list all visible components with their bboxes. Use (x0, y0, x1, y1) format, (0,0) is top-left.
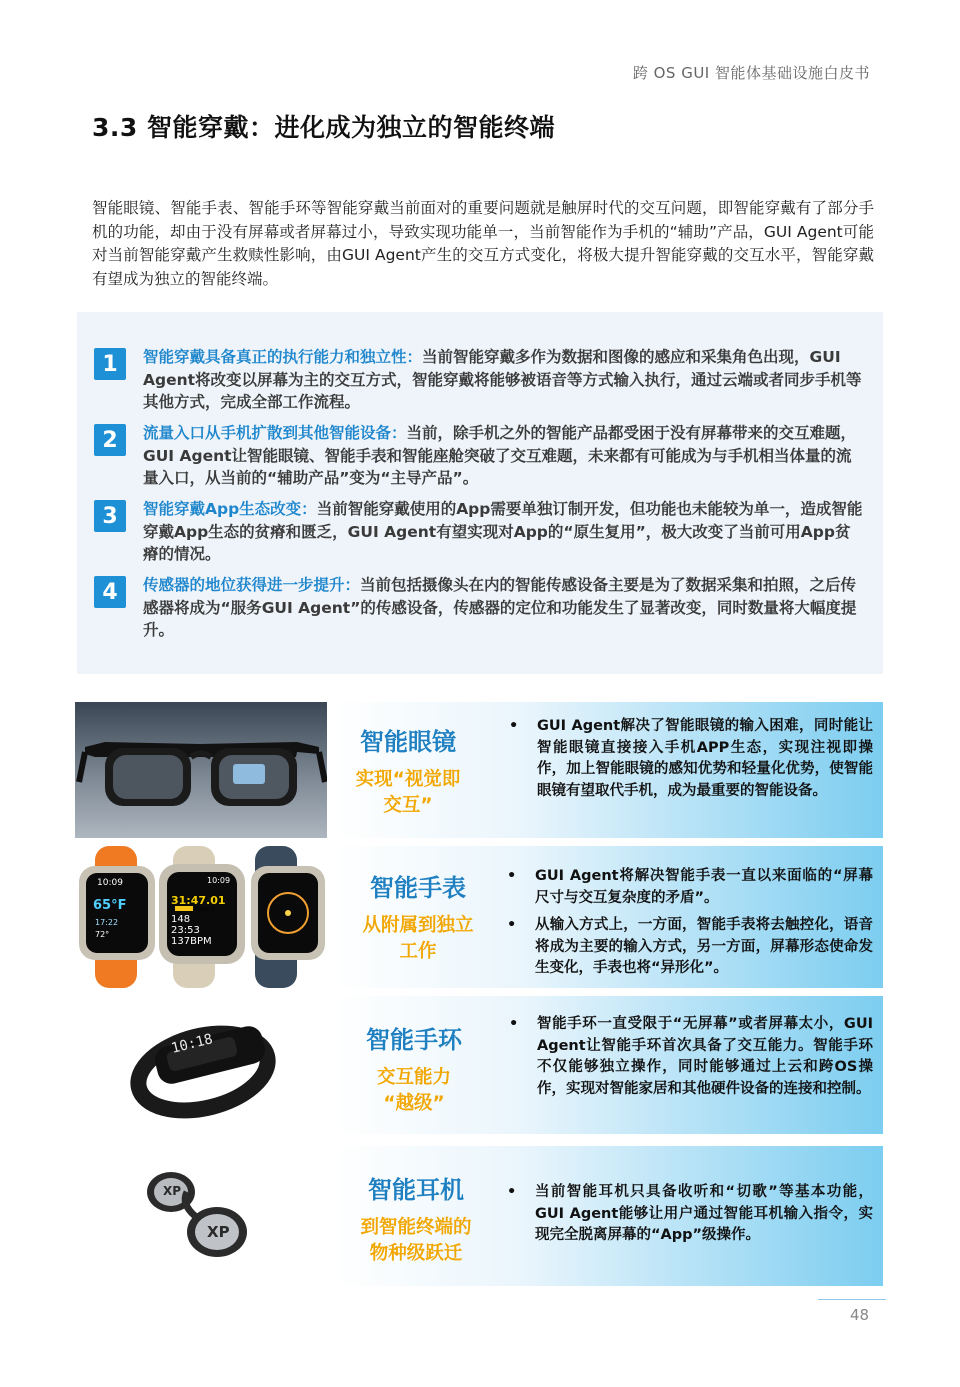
watch-screen-heart-rate: 137BPM (171, 936, 212, 947)
bullet-item: • GUI Agent解决了智能眼镜的输入困难，同时能让智能眼镜直接接入手机APP生态，实现注视即操作，加上智能眼镜的感知优势和轻量化优势，使智能眼镜有望取代手机，成为最重要的智能设备。 (507, 716, 873, 802)
earbud-logo: XP (207, 1223, 230, 1241)
point-heading: 智能穿戴具备真正的执行能力和独立性： (143, 348, 423, 366)
product-title-block (339, 1020, 489, 1117)
bullet-item: • 从输入方式上，一方面，智能手表将去触控化，语音将成为主要的输入方式，另一方面，屏幕形态使命发生变化，手表也将“异形化”。 (505, 915, 873, 980)
product-row-glasses (75, 702, 883, 838)
point-heading: 流量入口从手机扩散到其他智能设备： (143, 424, 407, 442)
document-header-title: 跨 OS GUI 智能体基础设施白皮书 (632, 64, 870, 82)
point-number-badge: 2 (94, 424, 126, 456)
bullet-item: • 智能手环一直受限于“无屏幕”或者屏幕太小，GUI Agent让智能手环首次具备了交互能力。智能手环不仅能够独立操作，同时能够通过上云和跨OS操作，实现对智能家居和其他硬件设备的连接和控制。 (507, 1014, 873, 1100)
smart-earbuds-image (77, 1146, 329, 1286)
point-text (143, 574, 865, 642)
product-name: 智能耳机 (368, 1176, 464, 1204)
point-number-badge: 4 (94, 576, 126, 608)
product-row-earbuds (75, 1146, 883, 1286)
point-heading: 智能穿戴App生态改变： (143, 500, 317, 518)
watch-screen-value: 23:53 (171, 925, 200, 936)
product-bullets (505, 1182, 873, 1253)
product-bullets (507, 716, 873, 808)
section-title: 3.3 智能穿戴：进化成为独立的智能终端 (92, 113, 555, 142)
band-display-time: 10:18 (169, 1031, 215, 1057)
watch-screen-zone: ZONE 3 (195, 907, 215, 913)
watch-screen-value: 17:22 (95, 918, 119, 927)
product-tagline: 交互能力 “越级” (376, 1067, 451, 1114)
bullet-item: • GUI Agent将解决智能手表一直以来面临的“屏幕尺寸与交互复杂度的矛盾”。 (505, 866, 873, 909)
point-text (143, 422, 865, 490)
point-number-badge: 1 (94, 348, 126, 380)
product-row-band (75, 996, 883, 1142)
product-name: 智能手环 (366, 1026, 462, 1054)
page-number: 48 (850, 1306, 870, 1324)
smart-band-image (77, 996, 329, 1142)
watch-screen-temperature: 65°F (93, 898, 127, 913)
product-tagline: 从附属到独立 工作 (362, 915, 474, 962)
watch-screen-value: 148 (171, 914, 191, 925)
product-title-block (333, 722, 483, 819)
product-bullets (507, 1014, 873, 1106)
watch-screen-value: 72° (95, 930, 110, 939)
point-number-badge: 3 (94, 500, 126, 532)
point-text (143, 498, 865, 566)
watch-screen-timer: 31:47.01 (171, 894, 226, 907)
point-heading: 传感器的地位获得进一步提升： (143, 576, 361, 594)
product-name: 智能眼镜 (360, 728, 456, 756)
page-number-rule (818, 1299, 886, 1300)
product-row-watch (75, 846, 883, 988)
product-name: 智能手表 (370, 874, 466, 902)
point-text (143, 346, 865, 414)
point-body: 当前包括摄像头在内的智能传感设备主要是为了数据采集和拍照，之后传感器将成为“服务GUI Agent”的传感设备，传感器的定位和功能发生了显著改变，同时数量将大幅度提升。 (143, 576, 857, 639)
watch-screen-time: 10:09 (207, 876, 231, 885)
product-bullets (505, 866, 873, 986)
product-title-block (343, 868, 493, 965)
product-tagline: 实现“视觉即 交互” (355, 769, 461, 816)
smart-glasses-image (75, 702, 327, 838)
point-body: 当前智能穿戴多作为数据和图像的感应和采集角色出现，GUI Agent将改变以屏幕为主的交互方式，智能穿戴将能够被语音等方式输入执行，通过云端或者同步手机等其他方式，完成全部工作流程。 (143, 348, 862, 411)
point-body: 当前智能穿戴使用的App需要单独订制开发，但功能也未能较为单一，造成智能穿戴App生态的贫瘠和匮乏，GUI Agent有望实现对App的“原生复用”，极大改变了当前可用App贫瘠的情况。 (143, 500, 863, 563)
smart-watch-image (75, 846, 327, 988)
intro-paragraph: 智能眼镜、智能手表、智能手环等智能穿戴当前面对的重要问题就是触屏时代的交互问题，即智能穿戴有了部分手机的功能，却由于没有屏幕或者屏幕过小，导致实现功能单一，当前智能作为手机的“辅助”产品，GUI Agent可能对当前智能穿戴产生救赎性影响，由GUI Agent产生的交互方式变化，将极大提升智能穿戴的交互水平，智能穿戴有望成为独立的智能终端。 (92, 199, 874, 288)
product-tagline: 到智能终端的 物种级跃迁 (360, 1217, 472, 1264)
product-title-block (341, 1170, 491, 1267)
earbud-logo: XP (163, 1184, 182, 1198)
bullet-item: • 当前智能耳机只具备收听和“切歌”等基本功能，GUI Agent能够让用户通过智能耳机输入指令，实现完全脱离屏幕的“App”级操作。 (505, 1182, 873, 1247)
key-points-panel (77, 312, 883, 674)
point-body: 当前，除手机之外的智能产品都受困于没有屏幕带来的交互难题，GUI Agent让智能眼镜、智能手表和智能座舱突破了交互难题，未来都有可能成为与手机相当体量的流量入口，从当前的“辅助产品”变为“主导产品”。 (143, 424, 857, 487)
watch-screen-time: 10:09 (97, 878, 123, 888)
